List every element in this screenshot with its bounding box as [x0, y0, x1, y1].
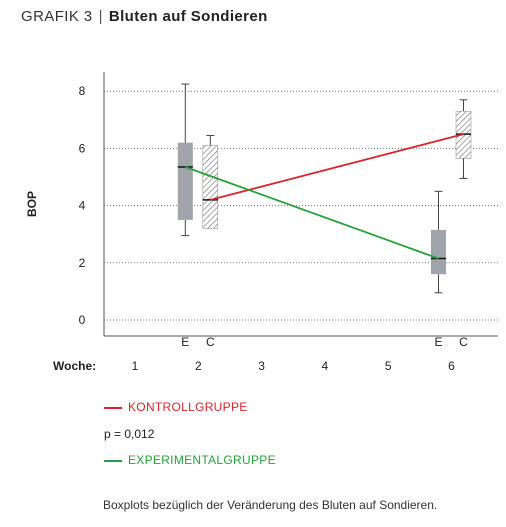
- x-tick-label-4: 4: [321, 359, 329, 373]
- y-tick-label-0: 0: [78, 313, 86, 327]
- x-tick-label-2: 2: [194, 359, 202, 373]
- legend-experimentalgruppe: [104, 453, 276, 467]
- box-body-2: [431, 230, 446, 274]
- x-tick-label-5: 5: [384, 359, 392, 373]
- box-body-1: [203, 146, 218, 229]
- y-axis-label: BOP: [25, 190, 39, 218]
- p-value: p = 0,012: [104, 427, 155, 441]
- legend-label-kontroll: KONTROLLGRUPPE: [128, 400, 248, 414]
- box-group-label-2: E: [434, 335, 443, 349]
- title-separator: |: [98, 8, 103, 25]
- box-body-0: [178, 143, 193, 220]
- y-tick-label-8: 8: [78, 84, 86, 99]
- box-group-label-1: C: [205, 335, 215, 349]
- series-line-1: [185, 167, 438, 259]
- y-tick-label-6: 6: [78, 141, 86, 156]
- x-axis-label: Woche:: [53, 359, 97, 373]
- chart-title-main: Bluten auf Sondieren: [108, 8, 268, 25]
- box-group-label-0: E: [181, 335, 190, 349]
- x-tick-label-1: 1: [131, 359, 139, 373]
- figure-caption: Boxplots bezüglich der Veränderung des Bluten auf Sondieren.: [103, 498, 438, 512]
- box-group-label-3: C: [459, 335, 468, 349]
- y-tick-label-2: 2: [78, 255, 86, 270]
- legend-label-experimental: EXPERIMENTALGRUPPE: [128, 453, 276, 467]
- chart-title-prefix: GRAFIK 3: [21, 8, 93, 25]
- legend-swatch-kontroll: [104, 407, 122, 409]
- x-tick-label-3: 3: [258, 359, 265, 373]
- x-tick-label-6: 6: [448, 359, 455, 373]
- legend-kontrollgruppe: [104, 400, 248, 414]
- legend-swatch-experimental: [104, 460, 122, 462]
- y-tick-label-4: 4: [78, 198, 86, 213]
